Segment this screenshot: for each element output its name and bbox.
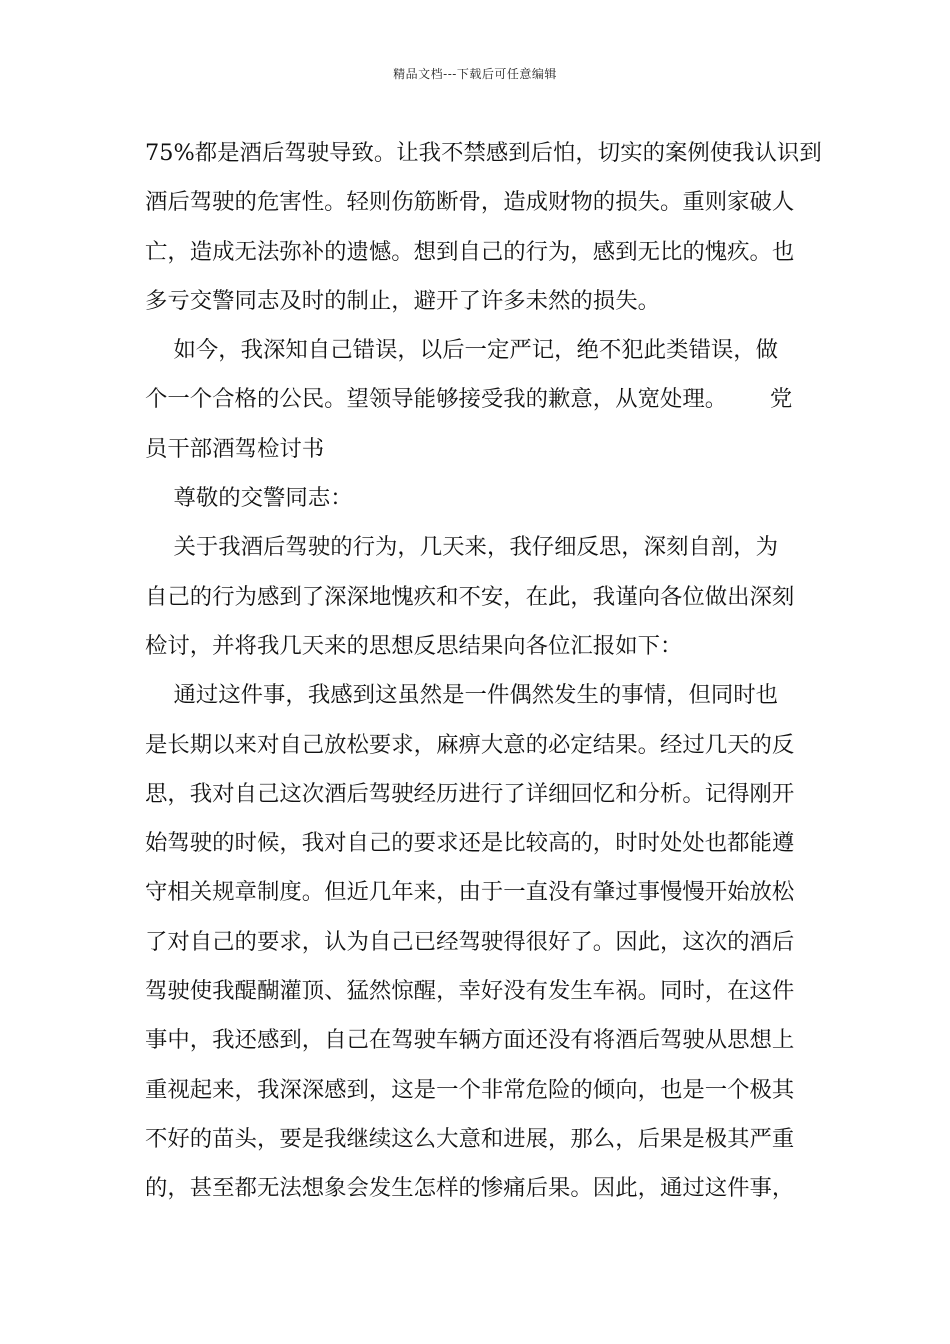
text-line: 自己的行为感到了深深地愧疚和不安，在此，我谨向各位做出深刻 bbox=[145, 583, 795, 610]
document-body bbox=[145, 133, 822, 1218]
text-line: 亡，造成无法弥补的遗憾。想到自己的行为，感到无比的愧疚。也 bbox=[145, 238, 795, 265]
text-line: 尊敬的交警同志： bbox=[145, 485, 353, 512]
text-line: 始驾驶的时候，我对自己的要求还是比较高的，时时处处也都能遵 bbox=[145, 830, 795, 857]
text-line: 个一个合格的公民。望领导能够接受我的歉意，从宽处理。 党 bbox=[145, 386, 793, 413]
text-line: 事中，我还感到，自己在驾驶车辆方面还没有将酒后驾驶从思想上 bbox=[145, 1027, 795, 1054]
text-line: 不好的苗头，要是我继续这么大意和进展，那么，后果是极其严重 bbox=[145, 1125, 795, 1152]
text-line: 检讨，并将我几天来的思想反思结果向各位汇报如下： bbox=[145, 632, 683, 659]
text-line: 重视起来，我深深感到，这是一个非常危险的倾向，也是一个极其 bbox=[145, 1076, 795, 1103]
text-line: 酒后驾驶的危害性。轻则伤筋断骨，造成财物的损失。重则家破人 bbox=[145, 189, 795, 216]
page-header: 精品文档---下载后可任意编辑 bbox=[393, 67, 557, 81]
text-line: 的，甚至都无法想象会发生怎样的惨痛后果。因此，通过这件事， bbox=[145, 1175, 795, 1202]
text-line: 思，我对自己这次酒后驾驶经历进行了详细回忆和分析。记得刚开 bbox=[145, 780, 795, 807]
text-line: 关于我酒后驾驶的行为，几天来，我仔细反思，深刻自剖，为 bbox=[145, 534, 779, 561]
text-line: 驾驶使我醍醐灌顶、猛然惊醒，幸好没有发生车祸。同时，在这件 bbox=[145, 978, 795, 1005]
text-line: 了对自己的要求，认为自己已经驾驶得很好了。因此，这次的酒后 bbox=[145, 928, 795, 955]
text-line: 员干部酒驾检讨书 bbox=[145, 435, 325, 462]
text-line: 守相关规章制度。但近几年来，由于一直没有肇过事慢慢开始放松 bbox=[145, 879, 795, 906]
text-line: 如今，我深知自己错误，以后一定严记，绝不犯此类错误，做 bbox=[145, 337, 779, 364]
text-line: 通过这件事，我感到这虽然是一件偶然发生的事情，但同时也 bbox=[145, 682, 779, 709]
text-line: 是长期以来对自己放松要求，麻痹大意的必定结果。经过几天的反 bbox=[145, 731, 795, 758]
text-line: 多亏交警同志及时的制止，避开了许多未然的损失。 bbox=[145, 287, 660, 314]
text-line: 75%都是酒后驾驶导致。让我不禁感到后怕，切实的案例使我认识到 bbox=[145, 140, 822, 166]
